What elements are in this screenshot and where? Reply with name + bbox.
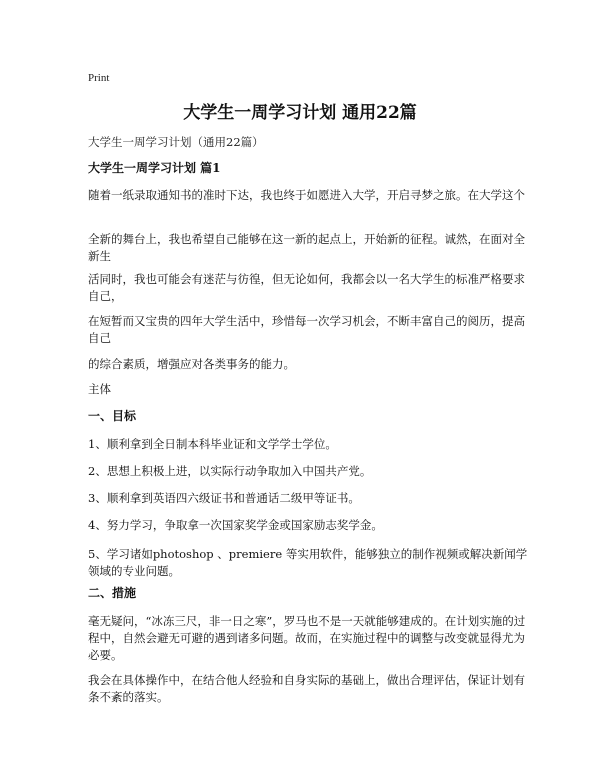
- intro-paragraph-1: 随着一纸录取通知书的准时下达，我也终于如愿进入大学，开启寻梦之旅。在大学这个: [88, 188, 525, 202]
- measures-paragraph-2: 我会在具体操作中，在结合他人经验和自身实际的基础上，做出合理评估，保证计划有条不紊的落实。: [88, 673, 525, 704]
- goals-heading: 一、目标: [88, 409, 137, 423]
- goal-item-4: 4、努力学习，争取拿一次国家奖学金或国家励志奖学金。: [88, 518, 383, 532]
- intro-paragraph-2: 全新的舞台上，我也希望自己能够在这一新的起点上，开始新的征程。诚然，在面对全新生: [88, 232, 525, 263]
- goal-item-5: 5、学习诸如photoshop 、premiere 等实用软件，能够独立的制作视频或解决新闻学领域的专业问题。: [88, 547, 528, 578]
- document-subtitle: 大学生一周学习计划（通用22篇）: [88, 135, 264, 149]
- goal-item-1: 1、顺利拿到全日制本科毕业证和文学学士学位。: [88, 437, 337, 451]
- document-title: 大学生一周学习计划 通用22篇: [183, 103, 417, 123]
- goal-item-2: 2、思想上积极上进，以实际行动争取加入中国共产党。: [88, 464, 372, 478]
- intro-paragraph-5: 的综合素质，增强应对各类事务的能力。: [88, 357, 295, 371]
- measures-paragraph-1: 毫无疑问，“冰冻三尺，非一日之寒”，罗马也不是一天就能够建成的。在计划实施的过程中，自然会避无可避的遇到诸多问题。故而，在实施过程中的调整与改变就显得尤为必要。: [88, 614, 526, 662]
- measures-heading: 二、措施: [88, 586, 137, 600]
- section-title: 大学生一周学习计划 篇1: [88, 161, 221, 175]
- body-label: 主体: [88, 382, 111, 396]
- print-link[interactable]: Print: [88, 72, 110, 84]
- intro-paragraph-4: 在短暂而又宝贵的四年大学生活中，珍惜每一次学习机会，不断丰富自己的阅历，提高自己: [88, 314, 525, 345]
- goal-item-3: 3、顺利拿到英语四六级证书和普通话二级甲等证书。: [88, 491, 360, 505]
- intro-paragraph-3: 活同时，我也可能会有迷茫与彷徨，但无论如何，我都会以一名大学生的标准严格要求自己，: [88, 272, 525, 303]
